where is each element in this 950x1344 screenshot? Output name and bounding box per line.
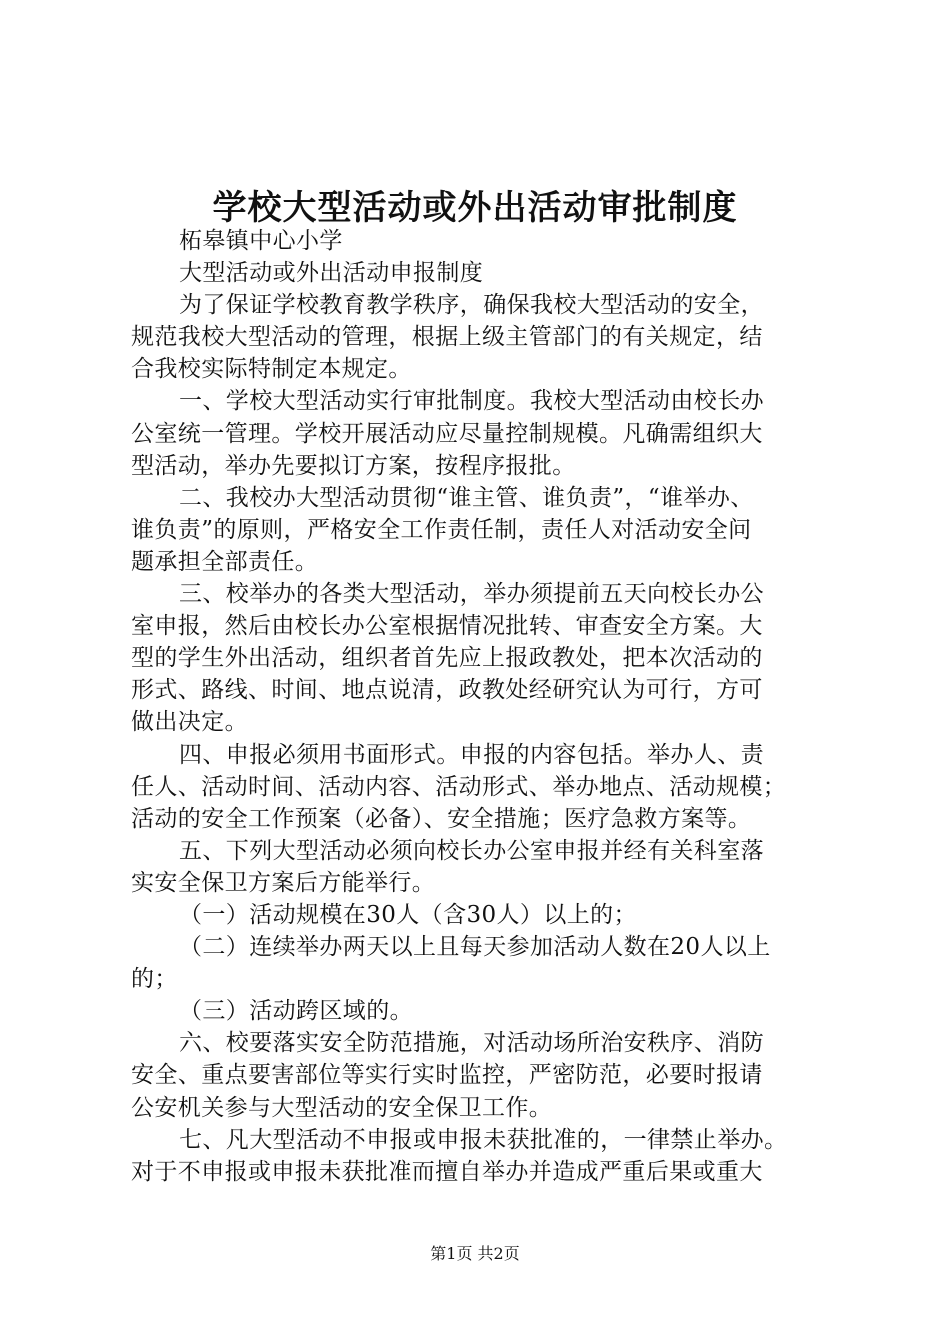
- body-line: 公安机关参与大型活动的安全保卫工作。: [131, 1094, 553, 1121]
- body-line: 对于不申报或申报未获批准而擅自举办并造成严重后果或重大: [131, 1158, 763, 1185]
- body-line: 五、下列大型活动必须向校长办公室申报并经有关科室落: [179, 837, 764, 864]
- document-title: 学校大型活动或外出活动审批制度: [212, 188, 738, 228]
- body-line: 四、申报必须用书面形式。申报的内容包括。举办人、责: [179, 741, 764, 768]
- body-line: 题承担全部责任。: [131, 548, 319, 575]
- body-line: 的；: [131, 966, 178, 993]
- body-line: 柘皋镇中心小学: [179, 228, 343, 254]
- body-line: 安全、重点要害部位等实行实时监控，严密防范，必要时报请: [131, 1062, 763, 1089]
- body-line: 为了保证学校教育教学秩序，确保我校大型活动的安全，: [179, 292, 764, 319]
- body-line: 三、校举办的各类大型活动，举办须提前五天向校长办公: [179, 581, 764, 608]
- body-line: 室申报，然后由校长办公室根据情况批转、审查安全方案。大: [131, 613, 763, 640]
- body-line: 七、凡大型活动不申报或申报未获批准的，一律禁止举办。: [179, 1126, 788, 1153]
- body-line: 公室统一管理。学校开展活动应尽量控制规模。凡确需组织大: [131, 420, 763, 447]
- body-line: 合我校实际特制定本规定。: [131, 356, 412, 383]
- body-line: 型活动，举办先要拟订方案，按程序报批。: [131, 452, 576, 479]
- body-line: 型的学生外出活动，组织者首先应上报政教处，把本次活动的: [131, 645, 763, 672]
- body-line: 任人、活动时间、活动内容、活动形式、举办地点、活动规模；: [131, 773, 787, 800]
- body-line: 活动的安全工作预案（必备）、安全措施；医疗急救方案等。: [131, 805, 752, 832]
- body-line: （二）连续举办两天以上且每天参加活动人数在20人以上: [179, 934, 771, 961]
- body-line: （三）活动跨区域的。: [179, 998, 413, 1025]
- document-body: [131, 225, 851, 1188]
- body-line: 规范我校大型活动的管理，根据上级主管部门的有关规定，结: [131, 324, 763, 351]
- body-line: 六、校要落实安全防范措施，对活动场所治安秩序、消防: [179, 1030, 764, 1057]
- body-line: 一、学校大型活动实行审批制度。我校大型活动由校长办: [179, 388, 764, 415]
- body-line: 做出决定。: [131, 709, 248, 736]
- body-line: 形式、路线、时间、地点说清，政教处经研究认为可行，方可: [131, 677, 763, 704]
- body-line: 谁负责”的原则，严格安全工作责任制，责任人对活动安全问: [131, 516, 752, 543]
- body-line: 实安全保卫方案后方能举行。: [131, 869, 436, 896]
- page-footer: 第1页 共2页: [430, 1244, 520, 1263]
- body-line: 大型活动或外出活动申报制度: [179, 260, 484, 287]
- body-line: （一）活动规模在30人（含30人）以上的；: [179, 901, 637, 928]
- body-line: 二、我校办大型活动贯彻“谁主管、谁负责”，“谁举办、: [179, 484, 754, 511]
